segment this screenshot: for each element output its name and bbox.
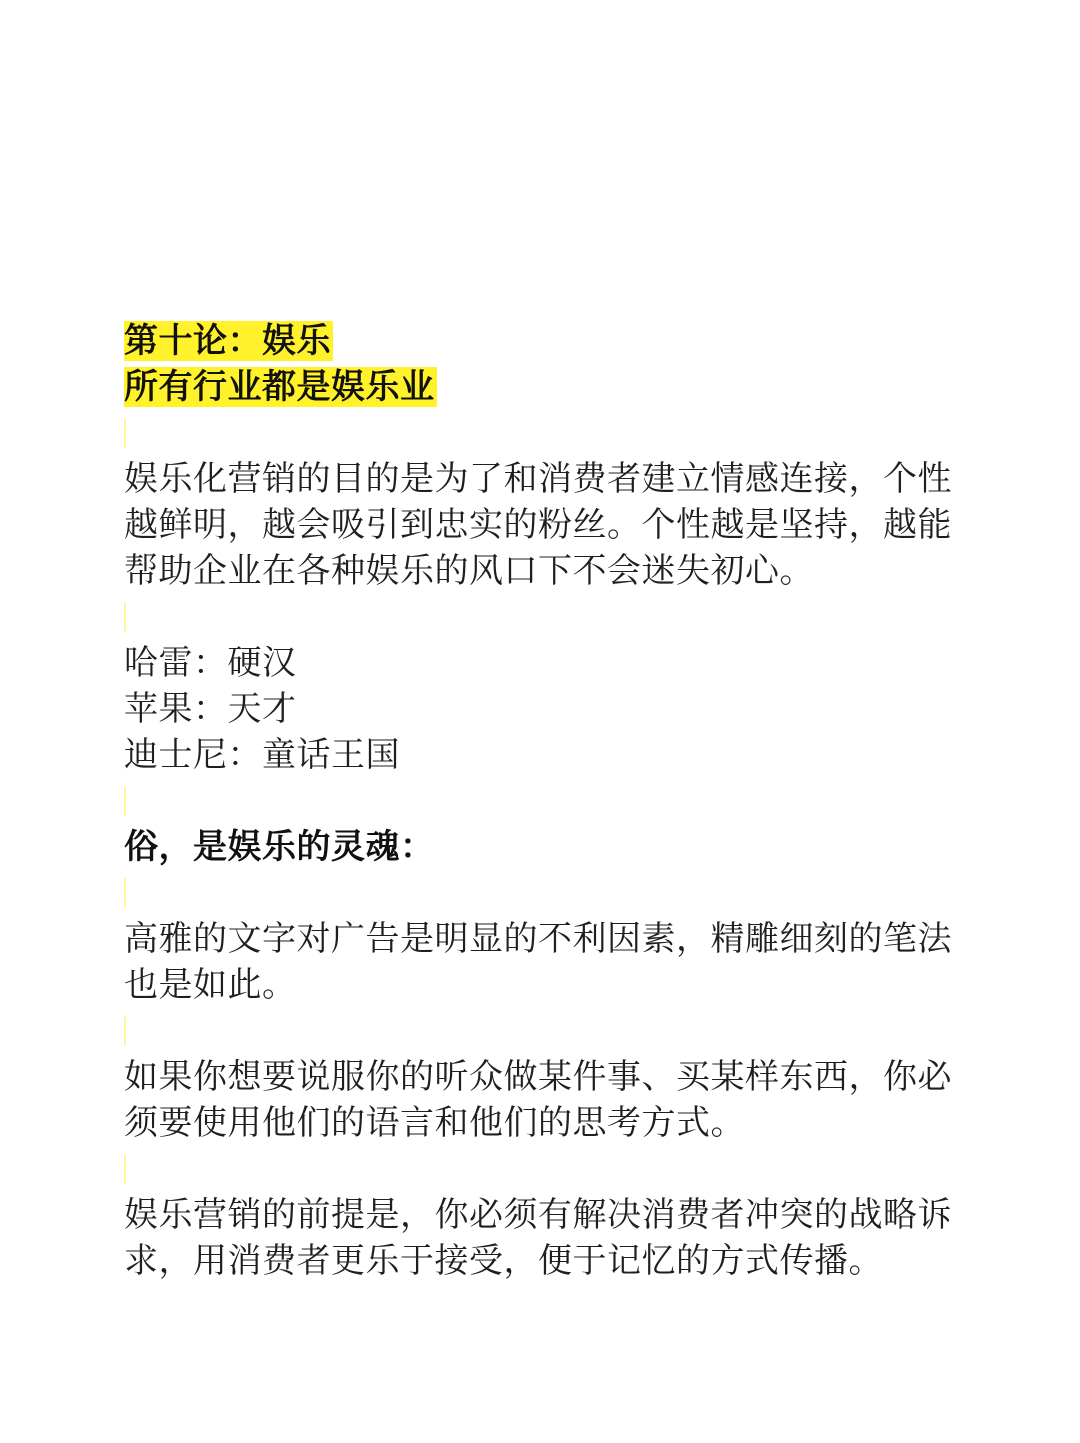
article [124, 318, 952, 1284]
spacer-mark [124, 418, 126, 448]
paragraph-2-line-1: 高雅的文字对广告是明显的不利因素，精雕细刻的笔法 [124, 919, 952, 959]
spacer-mark [124, 1154, 126, 1184]
spacer-mark [124, 878, 126, 908]
example-apple: 苹果：天才 [124, 689, 297, 729]
paragraph-spacer [124, 594, 944, 640]
intro-line-1: 娱乐化营销的目的是为了和消费者建立情感连接，个性 [124, 459, 952, 499]
spacer-mark [124, 602, 126, 632]
example-harley: 哈雷：硬汉 [124, 643, 297, 683]
example-disney: 迪士尼：童话王国 [124, 735, 400, 775]
spacer-mark [124, 1016, 126, 1046]
paragraph-spacer [124, 778, 944, 824]
paragraph-4-line-1: 娱乐营销的前提是，你必须有解决消费者冲突的战略诉 [124, 1195, 952, 1235]
paragraph-spacer [124, 1008, 944, 1054]
title-line-1 [124, 318, 944, 364]
paragraph-2-line-2: 也是如此。 [124, 965, 297, 1005]
paragraph-spacer [124, 410, 944, 456]
highlighted-title: 第十论：娱乐 [124, 321, 331, 361]
section-subheading: 俗，是娱乐的灵魂： [124, 827, 435, 867]
intro-line-2: 越鲜明，越会吸引到忠实的粉丝。个性越是坚持，越能 [124, 505, 952, 545]
paragraph-3-line-2: 须要使用他们的语言和他们的思考方式。 [124, 1103, 745, 1143]
paragraph-4-line-2: 求，用消费者更乐于接受，便于记忆的方式传播。 [124, 1241, 883, 1281]
intro-line-3: 帮助企业在各种娱乐的风口下不会迷失初心。 [124, 551, 814, 591]
paragraph-spacer [124, 870, 944, 916]
title-line-2 [124, 364, 944, 410]
paragraph-3-line-1: 如果你想要说服你的听众做某件事、买某样东西，你必 [124, 1057, 952, 1097]
paragraph-spacer [124, 1146, 944, 1192]
spacer-mark [124, 786, 126, 816]
highlighted-subtitle: 所有行业都是娱乐业 [124, 367, 435, 407]
